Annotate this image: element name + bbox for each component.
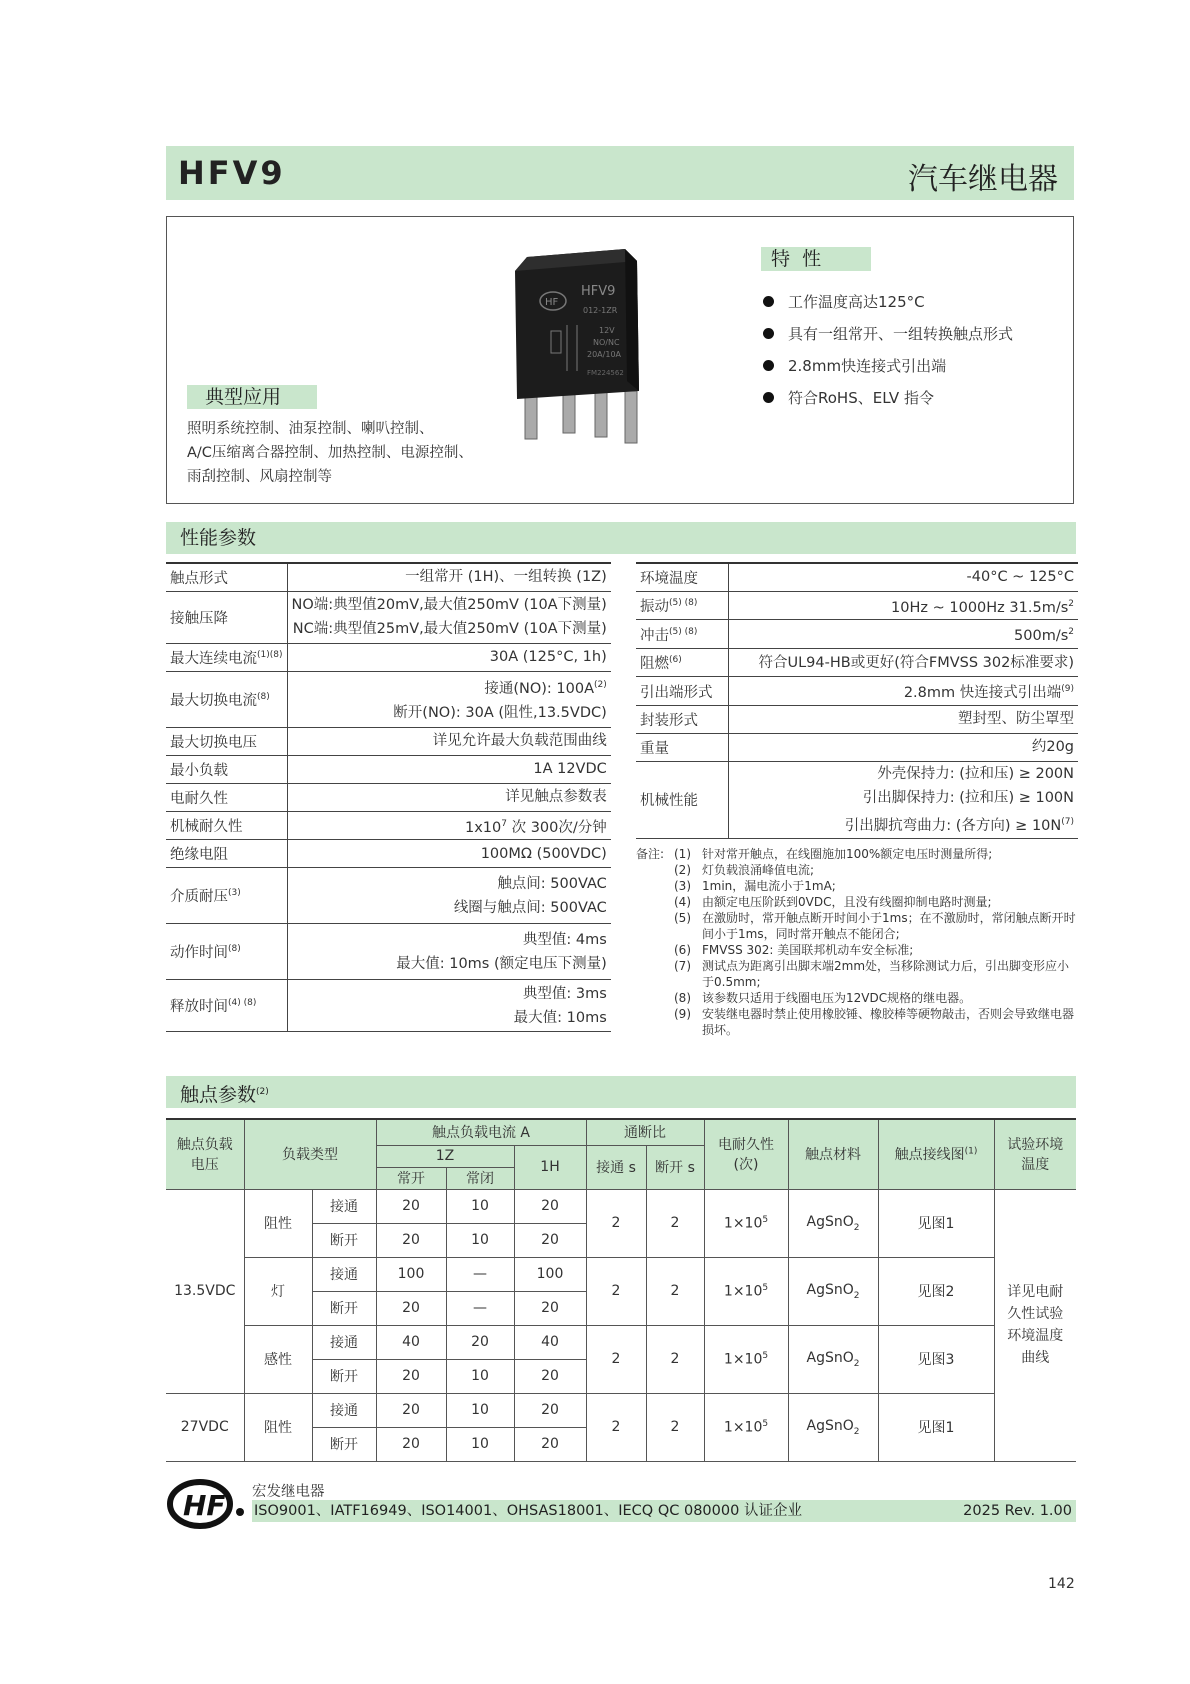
param-row: 最大切换电流$^{(8)}$ 接通(NO): $100A^{(2)}$ 断开(NO): 30A (阻性,13.5VDC) — [166, 671, 611, 727]
header-bar — [166, 146, 1074, 200]
param-row: 绝缘电阻 100MΩ (500VDC) — [166, 840, 611, 868]
col-1z: 1Z — [376, 1145, 514, 1167]
performance-left-table — [166, 562, 611, 1032]
features-title: 特 性 — [761, 247, 871, 271]
param-row: 最大切换电压 详见允许最大负载范围曲线 — [166, 727, 611, 755]
relay-lot: FM224562 — [587, 369, 624, 377]
feature-item: 具有一组常开、一组转换触点形式 — [763, 317, 1063, 349]
feature-item: 符合RoHS、ELV 指令 — [763, 381, 1063, 413]
param-row: 机械耐久性 $1x10^7$ 次 300次/分钟 — [166, 811, 611, 840]
contact-title: 触点参数$^{(2)}$ — [166, 1076, 1076, 1108]
page-number: 142 — [1048, 1576, 1075, 1592]
bullet-icon — [763, 392, 774, 403]
relay-voltage: 12V — [599, 326, 615, 335]
performance-title: 性能参数 — [166, 522, 1076, 554]
table-row: 27VDC 阻性 接通 20 10 20 2 2 $1\times 10^5$ AgSnO$_2$ 见图1 — [166, 1393, 1076, 1427]
col-env: 试验环境温度 — [994, 1119, 1076, 1189]
footer-company: 宏发继电器 — [252, 1484, 325, 1500]
features-list — [763, 285, 1063, 413]
table-row: 断开 20 10 20 — [166, 1427, 1076, 1461]
param-row: 阻燃$^{(6)}$ 符合UL94-HB或更好(符合FMVSS 302标准要求) — [636, 649, 1078, 677]
col-1h: 1H — [514, 1145, 586, 1189]
footer-rev: 2025 Rev. 1.00 — [963, 1503, 1072, 1519]
table-row: 感性 接通 40 20 40 2 2 $1\times 10^5$ AgSnO$_2$ 见图3 — [166, 1325, 1076, 1359]
table-row: 13.5VDC 阻性 接通 20 10 20 2 2 $1\times 10^5$ AgSnO$_2$ 见图1 详见电耐 久性试验 环境温度 曲线 — [166, 1189, 1076, 1223]
footer-certs: ISO9001、IATF16949、ISO14001、OHSAS18001、IECQ QC 080000 认证企业 — [254, 1503, 802, 1519]
param-row: 引出端形式 2.8mm 快连接式引出端$^{(9)}$ — [636, 677, 1078, 706]
relay-contact: NO/NC — [593, 338, 620, 347]
logo-letters: HF — [183, 1489, 226, 1522]
model-title: HFV9 — [178, 154, 286, 192]
col-no: 常开 — [376, 1167, 446, 1189]
relay-image — [507, 241, 657, 463]
col-onoff: 通断比 — [586, 1119, 704, 1145]
param-row: 接触压降 NO端:典型值20mV,最大值250mV (10A下测量) NC端:典型值25mV,最大值250mV (10A下测量) — [166, 591, 611, 643]
table-row: 断开 20 — 20 — [166, 1291, 1076, 1325]
param-row: 电耐久性 详见触点参数表 — [166, 783, 611, 811]
col-load-type: 负载类型 — [244, 1119, 376, 1189]
table-row: 断开 20 10 20 — [166, 1223, 1076, 1257]
param-row: 最小负载 1A 12VDC — [166, 755, 611, 783]
param-row: 释放时间$^{(4) (8)}$ 典型值: 3ms 最大值: 10ms — [166, 980, 611, 1032]
col-diagram: 触点接线图$^{(1)}$ — [878, 1119, 994, 1189]
param-row: 振动$^{(5) (8)}$ 10Hz ~ 1000Hz $31.5m/s^2$ — [636, 591, 1078, 620]
param-row: 环境温度 -40°C ~ 125°C — [636, 563, 1078, 591]
applications-text: 照明系统控制、油泵控制、喇叭控制、 A/C压缩离合器控制、加热控制、电源控制、 雨刮控制、风扇控制等 — [187, 421, 473, 485]
table-row: 断开 20 10 20 — [166, 1359, 1076, 1393]
bullet-icon — [763, 296, 774, 307]
col-endurance: 电耐久性 (次) — [704, 1119, 788, 1189]
param-row: 介质耐压$^{(3)}$ 触点间: 500VAC 线圈与触点间: 500VAC — [166, 868, 611, 924]
bullet-icon — [763, 328, 774, 339]
footer-logo — [166, 1478, 246, 1530]
param-row: 最大连续电流$^{(1)(8)}$ 30A (125°C, 1h) — [166, 643, 611, 671]
relay-rating: 20A/10A — [587, 350, 621, 359]
feature-item: 2.8mm快连接式引出端 — [763, 349, 1063, 381]
bullet-icon — [763, 360, 774, 371]
intro-box — [166, 216, 1074, 504]
param-row: 机械性能 外壳保持力: (拉和压) ≥ 200N 引出脚保持力: (拉和压) ≥ 100N 引出脚抗弯曲力: (各方向) ≥ $10N^{(7)}$ — [636, 761, 1078, 838]
col-current: 触点负载电流 A — [376, 1119, 586, 1145]
param-row: 触点形式 一组常开 (1H)、一组转换 (1Z) — [166, 563, 611, 591]
col-on: 接通 s — [586, 1145, 646, 1189]
contact-table — [166, 1118, 1076, 1462]
relay-brand: HF — [545, 297, 559, 308]
feature-item: 工作温度高达125°C — [763, 285, 1063, 317]
applications-title: 典型应用 — [187, 385, 317, 409]
table-row: 灯 接通 100 — 100 2 2 $1\times 10^5$ AgSnO$_2$ 见图2 — [166, 1257, 1076, 1291]
performance-right-table — [636, 562, 1078, 839]
performance-notes: 备注: (1) 针对常开触点，在线圈施加100%额定电压时测量所得; (2) 灯负载浪涌峰值电流; (3) 1min，漏电流小于1mA; (4) 由额定电压阶跃到0VDC，且没有线圈抑制电路时测量; (5) 在激励时，常开触点断开时间小于1ms；在不激励时，常闭触点断开时间小于1ms，同时常开触点不能闭合; (6) FMVSS 302: 美国联邦机动车安全标准; (7) 测试点为距离引出脚末端2mm处，当移除测试力后，引出脚变形应小于0.5mm; (8) 该参数只适用于线圈电压为12VDC规格的继电器。 (9) 安装继电器时禁止使用橡胶锤、橡胶棒等硬物敲击，否则会导致继电器损坏。 — [636, 847, 1076, 1037]
param-row: 动作时间$^{(8)}$ 典型值: 4ms 最大值: 10ms (额定电压下测量) — [166, 924, 611, 980]
col-off: 断开 s — [646, 1145, 704, 1189]
col-material: 触点材料 — [788, 1119, 878, 1189]
relay-code: 012-1ZR — [583, 306, 618, 315]
col-nc: 常闭 — [446, 1167, 514, 1189]
footer-bar — [252, 1500, 1076, 1522]
relay-model: HFV9 — [581, 284, 616, 299]
param-row: 封装形式 塑封型、防尘罩型 — [636, 705, 1078, 733]
param-row: 冲击$^{(5) (8)}$ $500m/s^2$ — [636, 620, 1078, 649]
category-title: 汽车继电器 — [908, 162, 1058, 197]
col-voltage: 触点负载电压 — [166, 1119, 244, 1189]
param-row: 重量 约20g — [636, 733, 1078, 761]
